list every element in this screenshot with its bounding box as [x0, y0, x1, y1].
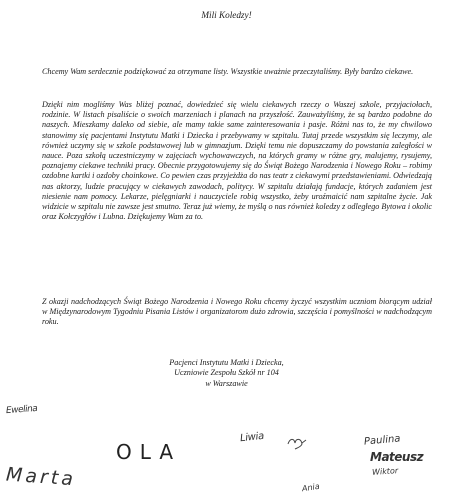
handwritten-signature: Ewelina [5, 403, 38, 417]
signoff-line: Pacjenci Instytutu Matki i Dziecka, [169, 358, 284, 367]
handwritten-signature: Ania [301, 481, 321, 494]
handwritten-signature: Mateusz [370, 450, 424, 464]
handwritten-signature: OLA [116, 440, 182, 464]
letter-greeting: Mili Koledzy! [201, 10, 252, 20]
signoff-line: Uczniowie Zespołu Szkół nr 104 [174, 368, 279, 378]
letter-paragraph-body: Dzięki nim mogliśmy Was bliżej poznać, dowiedzieć się wielu ciekawych rzeczy o Waszej szkole, przyjaciołach, rodzinie. W listach pisaliście o swoich marzeniach i planach na przyszłość. Zauważyliśmy, że są bardzo podobne do naszych. Mieszkamy daleko od siebie, ale mamy takie same zainteresowania i pasje. Różni nas to, że my chwilowo stanowimy się pacjentami Instytutu Matki i Dziecka i przebywamy w szpitalu. Tutaj przede wszystkim się leczymy, ale również uczymy się w szkole podstawowej lub w gimnazjum. Dzięki temu nie dopuszczamy do powstania zaległości w nauce. Poza szkołą uczestniczymy w zajęciach wychowawczych, na których gramy w różne gry, malujemy, rysujemy, poznajemy ciekawe techniki pracy. Obecnie przygotowujemy się do Świąt Bożego Narodzenia i Nowego Roku – robimy ozdobne kartki i ozdoby choinkowe. Co pewien czas przyjeżdża do nas teatr z ciekawymi przedstawieniami. Odwiedzają nas aktorzy, ludzie pracujący w ciekawych zawodach, politycy. W szpitalu działają fundacje, których zadaniem jest niesienie nam pomocy. Lekarze, pielęgniarki i nauczyciele robią wszystko, żeby uroźmaicić nam szpitalne życie. Jak widzicie w szpitalu nie zawsze jest smutno. Teraz już wiemy, że myślą o nas również koledzy z odległego Bytowa i okolic oraz Kołczygłów i Lubna. Dziękujemy Wam za to. [42, 100, 432, 222]
letter-paragraph-wishes: Z okazji nadchodzących Świąt Bożego Narodzenia i Nowego Roku chcemy życzyć wszystkim uczniom biorącym udział w Międzynarodowym Tygodniu Pisania Listów i organizatorom dużo zdrowia, szczęścia i pomyślności w nadchodzącym roku. [42, 297, 432, 327]
heart-doodle-icon [286, 436, 308, 450]
handwritten-signature: Paulina [363, 433, 401, 448]
letter-paragraph-thanks: Chcemy Wam serdecznie podziękować za otrzymane listy. Wszystkie uważnie przeczytaliśmy. Były bardzo ciekawe. [42, 67, 414, 76]
handwritten-signature: Liwia [239, 430, 265, 445]
letter-signoff [0, 358, 453, 389]
handwritten-signature: Wiktor [371, 466, 399, 477]
signoff-line: w Warszawie [205, 378, 248, 388]
handwritten-signature: Marta [5, 463, 77, 491]
